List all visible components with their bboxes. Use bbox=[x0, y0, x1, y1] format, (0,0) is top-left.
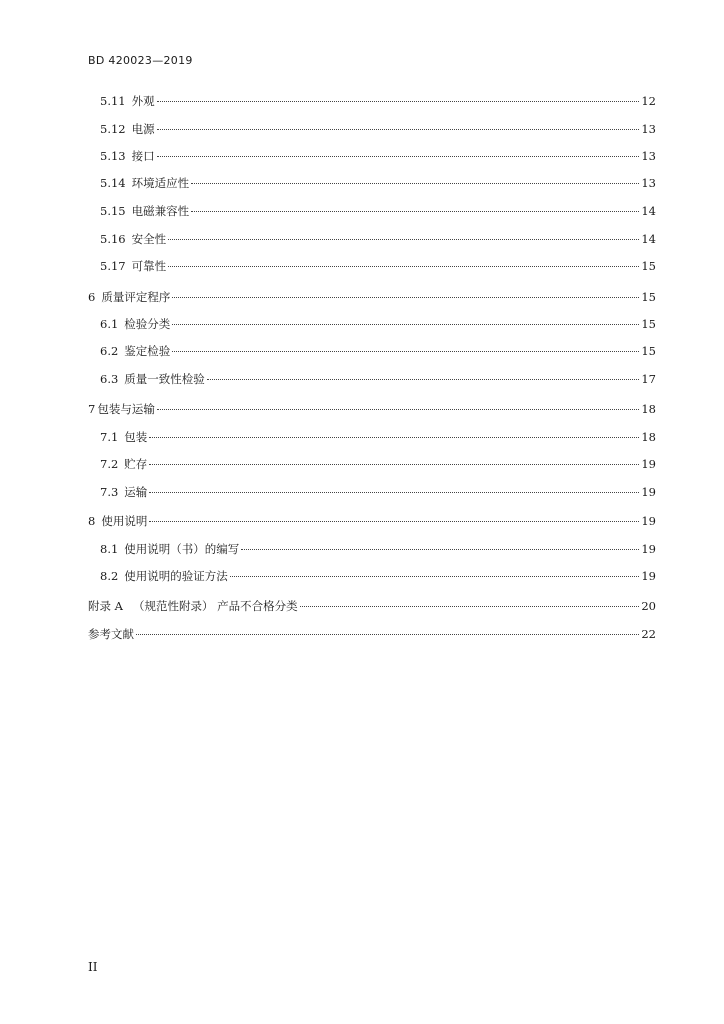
toc-entry-page: 15 bbox=[641, 344, 656, 358]
toc-entry-number: 5.12 bbox=[100, 122, 126, 136]
toc-entry-page: 18 bbox=[641, 402, 656, 416]
toc-entry[interactable] bbox=[88, 597, 656, 615]
toc-entry-number: 5.14 bbox=[100, 176, 126, 190]
toc-entry-page: 12 bbox=[641, 94, 656, 108]
toc-entry-page: 22 bbox=[641, 627, 656, 641]
toc-entry[interactable] bbox=[100, 483, 656, 501]
toc-entry-page: 18 bbox=[641, 430, 656, 444]
dot-leader bbox=[172, 297, 639, 298]
toc-entry-page: 13 bbox=[641, 149, 656, 163]
dot-leader bbox=[136, 634, 639, 635]
dot-leader bbox=[300, 606, 640, 607]
toc-entry-title: 安全性 bbox=[131, 232, 167, 246]
dot-leader bbox=[172, 324, 639, 325]
toc-entry-number: 5.15 bbox=[100, 204, 126, 218]
toc-entry-title: 质量一致性检验 bbox=[124, 372, 205, 386]
toc-entry-number: 附录 A bbox=[88, 599, 123, 613]
toc-entry-title: 使用说明（书）的编写 bbox=[124, 542, 240, 556]
toc-entry[interactable] bbox=[100, 567, 656, 585]
toc-entry-title: 检验分类 bbox=[124, 317, 171, 331]
toc-entry-page: 19 bbox=[641, 514, 656, 528]
dot-leader bbox=[157, 129, 640, 130]
dot-leader bbox=[149, 464, 639, 465]
dot-leader bbox=[168, 266, 639, 267]
dot-leader bbox=[157, 409, 640, 410]
toc-entry-title: 贮存 bbox=[124, 457, 148, 471]
toc-entry-page: 13 bbox=[641, 122, 656, 136]
toc-entry-number: 6.1 bbox=[100, 317, 119, 331]
dot-leader bbox=[149, 492, 639, 493]
toc-entry-title: 外观 bbox=[131, 94, 155, 108]
toc-entry-title: 参考文献 bbox=[88, 627, 134, 641]
toc-entry[interactable] bbox=[88, 625, 656, 643]
toc-entry-page: 19 bbox=[641, 457, 656, 471]
toc-entry-page: 15 bbox=[641, 259, 656, 273]
toc-entry-number: 5.11 bbox=[100, 94, 126, 108]
toc-entry-title: （规范性附录） 产品不合格分类 bbox=[132, 599, 298, 613]
toc-entry[interactable] bbox=[100, 257, 656, 275]
toc-entry-number: 5.17 bbox=[100, 259, 126, 273]
toc-entry-number: 5.16 bbox=[100, 232, 126, 246]
toc-entry-title: 运输 bbox=[124, 485, 148, 499]
dot-leader bbox=[149, 437, 639, 438]
toc-entry-title: 质量评定程序 bbox=[101, 290, 171, 304]
toc-entry-title: 包装 bbox=[124, 430, 148, 444]
toc-entry[interactable] bbox=[100, 455, 656, 473]
toc-entry-number: 8.2 bbox=[100, 569, 119, 583]
toc-entry-number: 8 bbox=[88, 514, 96, 528]
dot-leader bbox=[191, 183, 639, 184]
toc-entry[interactable] bbox=[100, 202, 656, 220]
toc-entry-title: 鉴定检验 bbox=[124, 344, 171, 358]
dot-leader bbox=[157, 156, 640, 157]
toc-entry-page: 15 bbox=[641, 317, 656, 331]
dot-leader bbox=[172, 351, 639, 352]
dot-leader bbox=[168, 239, 639, 240]
toc-entry-number: 5.13 bbox=[100, 149, 126, 163]
toc-entry[interactable] bbox=[100, 174, 656, 192]
toc-entry-title: 环境适应性 bbox=[131, 176, 190, 190]
dot-leader bbox=[157, 101, 640, 102]
toc-entry[interactable] bbox=[100, 230, 656, 248]
toc-entry[interactable] bbox=[88, 512, 656, 530]
toc-entry-page: 20 bbox=[641, 599, 656, 613]
toc-entry[interactable] bbox=[100, 540, 656, 558]
toc-entry-number: 8.1 bbox=[100, 542, 119, 556]
toc-entry[interactable] bbox=[88, 400, 656, 418]
toc-entry-page: 19 bbox=[641, 542, 656, 556]
toc-entry-number: 7 bbox=[88, 402, 96, 416]
toc-entry-title: 可靠性 bbox=[131, 259, 167, 273]
dot-leader bbox=[207, 379, 640, 380]
toc-entry-page: 15 bbox=[641, 290, 656, 304]
dot-leader bbox=[191, 211, 639, 212]
toc-entry-title: 使用说明 bbox=[101, 514, 148, 528]
toc-entry-page: 17 bbox=[641, 372, 656, 386]
toc-entry[interactable] bbox=[100, 147, 656, 165]
dot-leader bbox=[241, 549, 639, 550]
toc-entry-page: 19 bbox=[641, 569, 656, 583]
toc-entry-number: 7.2 bbox=[100, 457, 119, 471]
toc-entry-number: 6 bbox=[88, 290, 96, 304]
toc-entry-page: 19 bbox=[641, 485, 656, 499]
toc-entry[interactable] bbox=[100, 315, 656, 333]
toc-entry-page: 13 bbox=[641, 176, 656, 190]
toc-entry[interactable] bbox=[100, 92, 656, 110]
document-id: BD 420023—2019 bbox=[88, 54, 193, 67]
toc-entry[interactable] bbox=[88, 288, 656, 306]
toc-entry-page: 14 bbox=[641, 232, 656, 246]
toc-entry-page: 14 bbox=[641, 204, 656, 218]
page-number: II bbox=[88, 960, 98, 974]
toc-entry-number: 6.3 bbox=[100, 372, 119, 386]
toc-entry-number: 6.2 bbox=[100, 344, 119, 358]
toc-entry-title: 使用说明的验证方法 bbox=[124, 569, 228, 583]
toc-entry-title: 接口 bbox=[131, 149, 155, 163]
toc-entry-number: 7.3 bbox=[100, 485, 119, 499]
dot-leader bbox=[230, 576, 640, 577]
toc-entry-number: 7.1 bbox=[100, 430, 119, 444]
toc-entry[interactable] bbox=[100, 428, 656, 446]
toc-entry[interactable] bbox=[100, 342, 656, 360]
dot-leader bbox=[149, 521, 639, 522]
toc-entry[interactable] bbox=[100, 370, 656, 388]
toc-entry-title: 电源 bbox=[131, 122, 155, 136]
toc-entry[interactable] bbox=[100, 120, 656, 138]
toc-entry-title: 包装与运输 bbox=[97, 402, 155, 416]
toc-entry-title: 电磁兼容性 bbox=[131, 204, 190, 218]
